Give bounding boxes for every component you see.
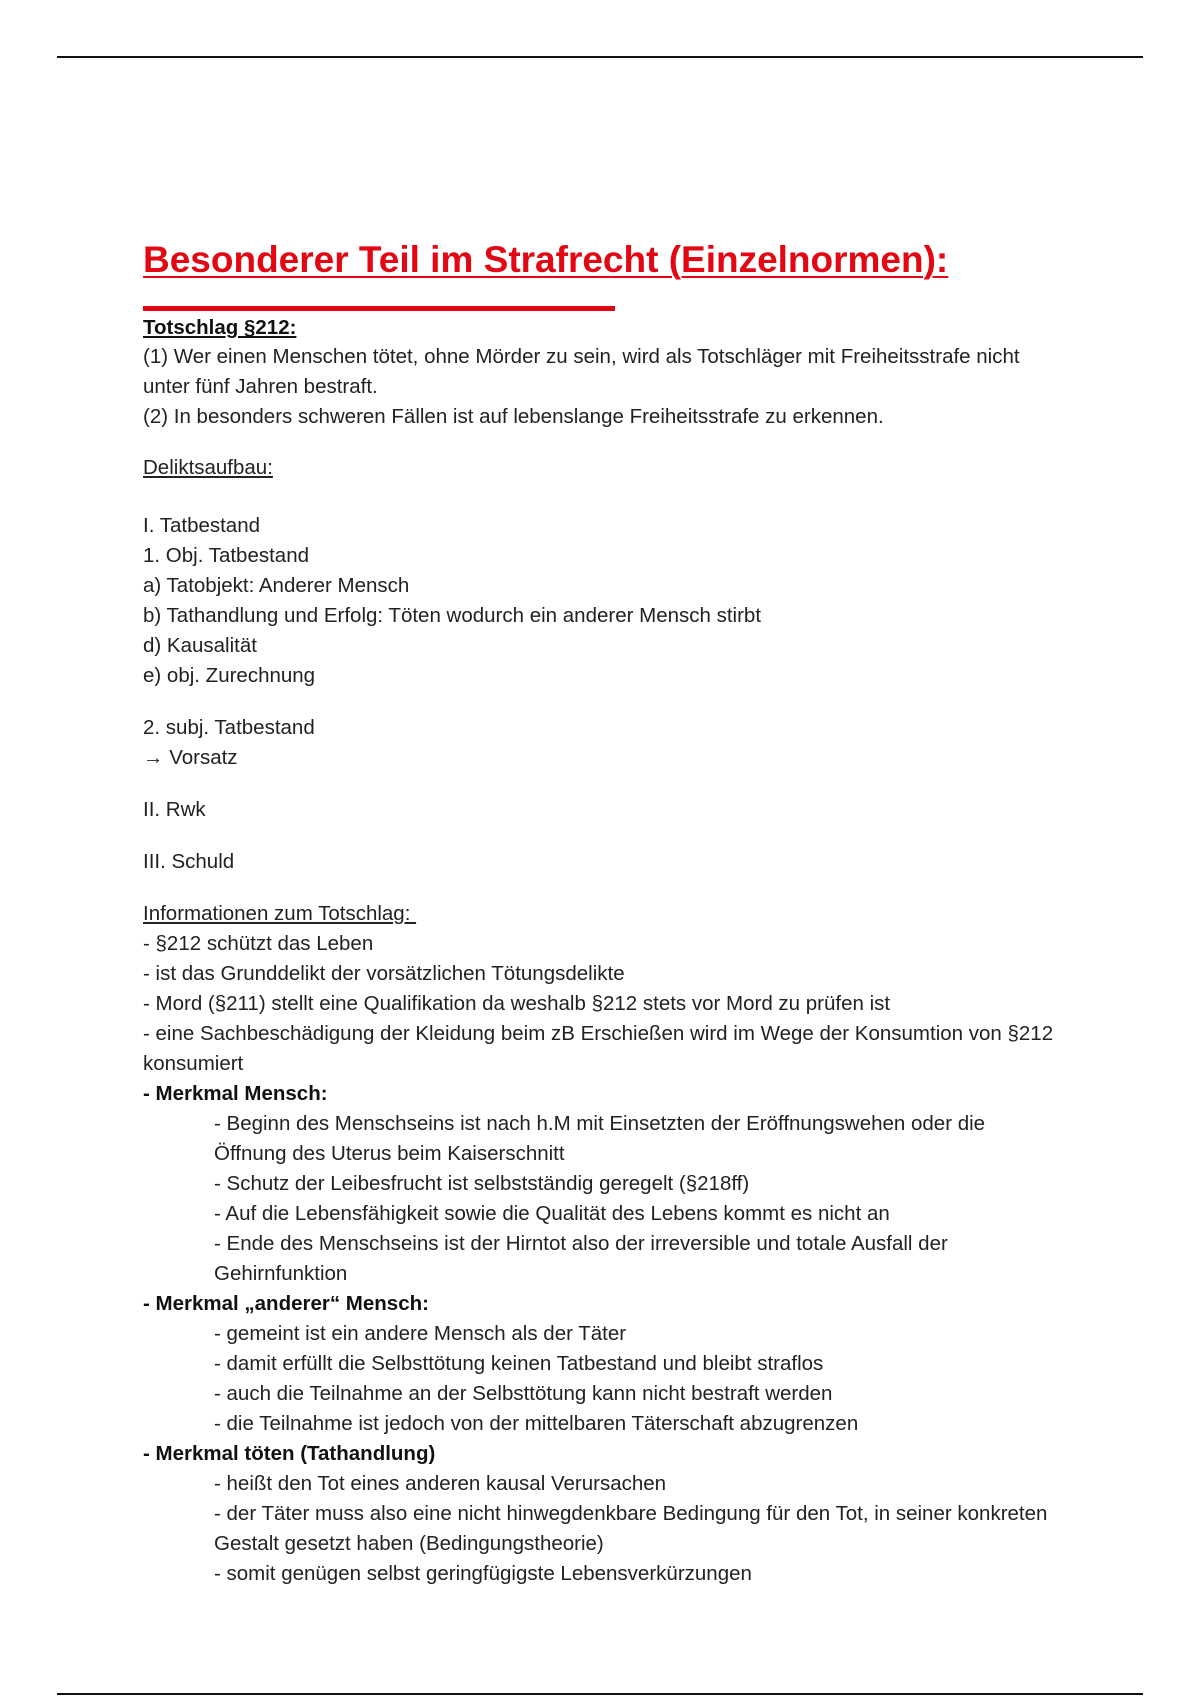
info-point: - eine Sachbeschädigung der Kleidung beim zB Erschießen wird im Wege der Konsumtion von §212 konsumiert <box>143 1022 1054 1075</box>
feature-item: - Schutz der Leibesfrucht ist selbstständig geregelt (§218ff) <box>214 1172 750 1195</box>
structure-line: b) Tathandlung und Erfolg: Töten wodurch ein anderer Mensch stirbt <box>143 604 762 627</box>
structure-line: e) obj. Zurechnung <box>143 664 316 687</box>
structure-line: d) Kausalität <box>143 634 257 657</box>
structure-rwk: II. Rwk <box>143 798 206 821</box>
structure-heading: Deliktsaufbau: <box>143 456 273 479</box>
structure-line: 1. Obj. Tatbestand <box>143 544 310 567</box>
feature-item: - Auf die Lebensfähigkeit sowie die Qualität des Lebens kommt es nicht an <box>214 1202 890 1225</box>
document-body <box>143 232 1063 1589</box>
title-accent-bar <box>143 306 615 311</box>
feature-label: - Merkmal „anderer“ Mensch: <box>143 1292 429 1315</box>
feature-item: - somit genügen selbst geringfügigste Lebensverkürzungen <box>214 1562 752 1585</box>
feature-item: - Beginn des Menschseins ist nach h.M mit Einsetzten der Eröffnungswehen oder die Öffnung des Uterus beim Kaiserschnitt <box>214 1112 986 1165</box>
structure-subjective: 2. subj. Tatbestand <box>143 716 315 739</box>
feature-item: - die Teilnahme ist jedoch von der mittelbaren Täterschaft abzugrenzen <box>214 1412 859 1435</box>
feature-item: - Ende des Menschseins ist der Hirntot also der irreversible und totale Ausfall der Gehirnfunktion <box>214 1232 948 1285</box>
law-paragraph-1: (1) Wer einen Menschen tötet, ohne Mörder zu sein, wird als Totschläger mit Freiheitsstrafe nicht unter fünf Jahren bestraft. <box>143 345 1020 398</box>
info-heading: Informationen zum Totschlag: <box>143 902 417 925</box>
law-heading: Totschlag §212: <box>143 316 297 339</box>
feature-item: - damit erfüllt die Selbsttötung keinen Tatbestand und bleibt straflos <box>214 1352 824 1375</box>
structure-line: a) Tatobjekt: Anderer Mensch <box>143 574 410 597</box>
feature-item: - der Täter muss also eine nicht hinwegdenkbare Bedingung für den Tot, in seiner konkreten Gestalt gesetzt haben (Bedingungstheorie) <box>214 1502 1048 1555</box>
info-point: - ist das Grunddelikt der vorsätzlichen Tötungsdelikte <box>143 962 625 985</box>
feature-label: - Merkmal töten (Tathandlung) <box>143 1442 436 1465</box>
feature-item: - heißt den Tot eines anderen kausal Verursachen <box>214 1472 667 1495</box>
feature-item: - gemeint ist ein andere Mensch als der Täter <box>214 1322 627 1345</box>
feature-label: - Merkmal Mensch: <box>143 1082 328 1105</box>
structure-line: I. Tatbestand <box>143 514 261 537</box>
law-paragraph-2: (2) In besonders schweren Fällen ist auf lebenslange Freiheitsstrafe zu erkennen. <box>143 405 884 428</box>
document-title: Besonderer Teil im Strafrecht (Einzelnormen): <box>143 239 949 280</box>
structure-intent: → Vorsatz <box>143 746 238 769</box>
page-top-rule <box>57 56 1143 58</box>
info-point: - Mord (§211) stellt eine Qualifikation da weshalb §212 stets vor Mord zu prüfen ist <box>143 992 891 1015</box>
info-point: - §212 schützt das Leben <box>143 932 374 955</box>
structure-guilt: III. Schuld <box>143 850 235 873</box>
page-bottom-rule <box>57 1693 1143 1695</box>
feature-item: - auch die Teilnahme an der Selbsttötung kann nicht bestraft werden <box>214 1382 833 1405</box>
